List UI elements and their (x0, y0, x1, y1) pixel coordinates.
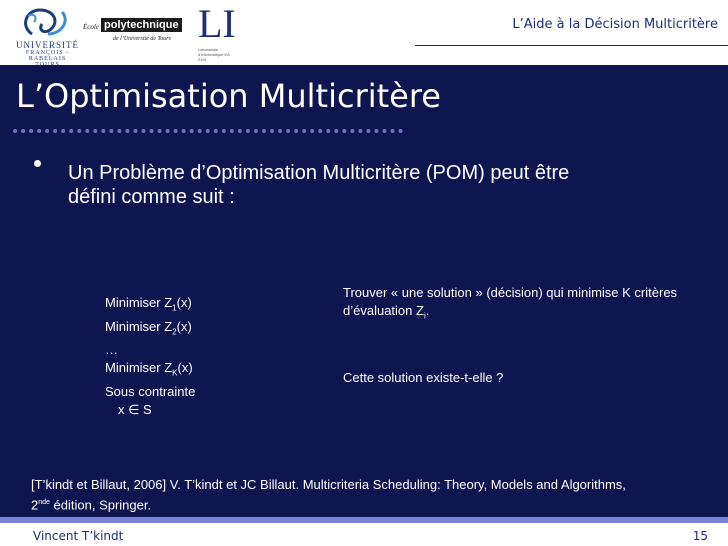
slide-footer (0, 517, 728, 546)
note-existence: Cette solution existe-t-elle ? (343, 370, 504, 385)
formula-line-2 (105, 318, 195, 342)
formula-line-k (105, 359, 195, 383)
universite-tours-emblem (10, 4, 85, 40)
note-objective-text: Trouver « une solution » (décision) qui minimise K critères d’évaluation Z (343, 285, 678, 318)
universite-tours-logo (10, 4, 85, 62)
min-label: Minimiser Z (105, 295, 173, 310)
li-sub-text: Laboratoire d’Informatique EA 2101 (198, 47, 230, 62)
poly-ecole-text: École (83, 23, 99, 31)
slide-body (0, 65, 728, 517)
min-label: Minimiser Z (105, 360, 173, 376)
course-title: L’Aide à la Décision Multicritère (512, 17, 718, 32)
bullet-line-2: défini comme suit : (68, 186, 235, 208)
formula-constraint: Sous contrainte (105, 383, 196, 399)
slide-title: L’Optimisation Multicritère (16, 77, 441, 115)
formula-ellipsis: … (105, 342, 118, 358)
arg: (x) (176, 318, 192, 334)
reference-line-2: édition, Springer. (49, 497, 152, 513)
logo-tours-line1: UNIVERSITÉ (16, 40, 79, 50)
footer-author: Vincent T’kindt (33, 529, 124, 543)
reference-line-1: [T’kindt et Billaut, 2006] V. T’kindt et JC Billaut. Multicriteria Scheduling: Theory, Models and Algorithms, (31, 477, 626, 492)
reference-sup: nde (38, 499, 50, 506)
polytechnique-logo (83, 14, 195, 46)
title-dotted-underline (13, 129, 403, 133)
reference (31, 476, 711, 514)
reference-edition-number: 2 (31, 497, 39, 513)
footer-divider (0, 517, 728, 523)
page-number: 15 (692, 529, 708, 543)
poly-sub-text: de l’Université de Tours (113, 36, 171, 42)
bullet-text (68, 161, 688, 209)
sub-1: 1 (172, 303, 177, 313)
arg: (x) (176, 295, 192, 310)
li-lab-logo (198, 1, 238, 62)
header-divider (415, 45, 728, 46)
arg: (x) (177, 360, 193, 376)
note-objective (343, 284, 683, 326)
slide-header (0, 0, 728, 65)
li-letters: LI (198, 1, 236, 46)
logo-tours-line2-text: FRANÇOIS - RABELAIS (25, 50, 70, 62)
note-objective-sub: i (423, 311, 426, 321)
bullet-icon (34, 160, 41, 167)
formula-line-1 (105, 294, 195, 318)
bullet-line-1: Un Problème d’Optimisation Multicritère (POM) peut être (68, 162, 570, 184)
formula-set: x ∈ S (118, 401, 152, 417)
optimisation-formula (105, 294, 195, 419)
sub-2: 2 (172, 327, 177, 337)
min-label: Minimiser Z (105, 318, 173, 334)
note-objective-end: . (425, 303, 430, 318)
poly-name-text: polytechnique (101, 18, 182, 32)
sub-k: K (172, 368, 178, 378)
